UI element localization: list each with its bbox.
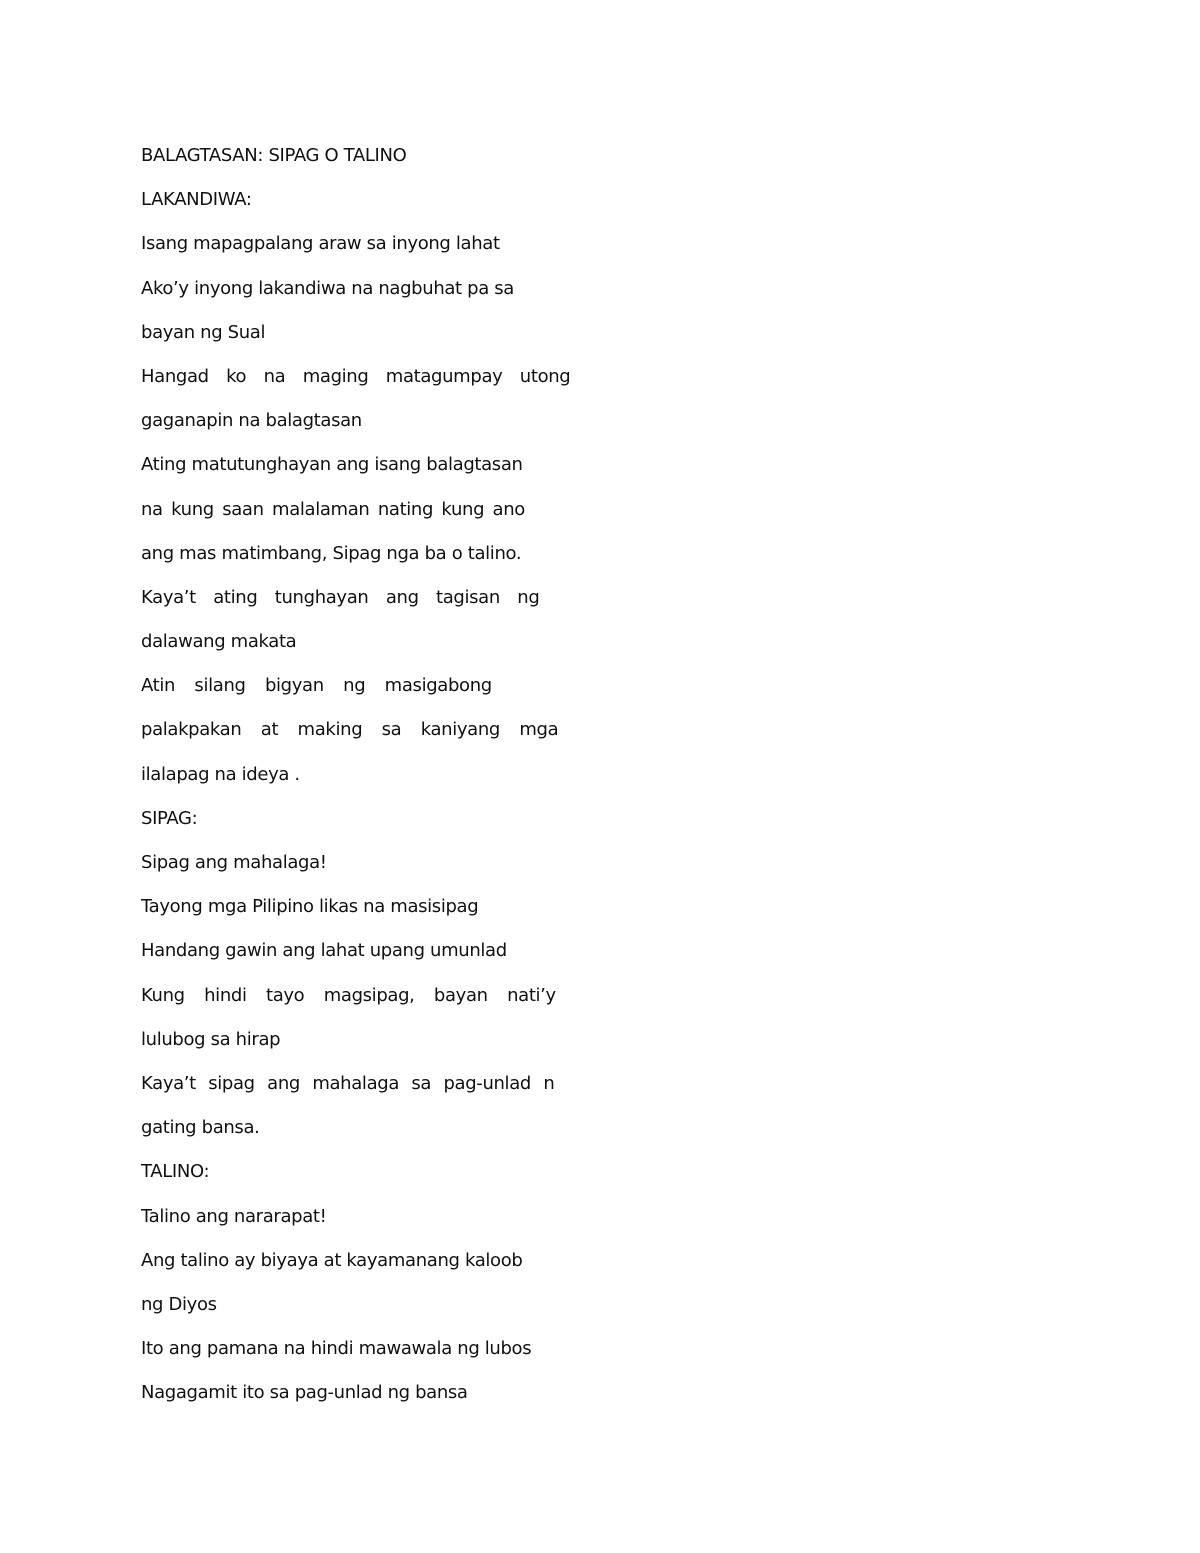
speaker-label-lakandiwa: LAKANDIWA: xyxy=(141,189,252,211)
text-line: ng Diyos xyxy=(141,1293,217,1315)
text-line: bayan ng Sual xyxy=(141,321,266,343)
text-line: na kung saan malalaman nating kung ano xyxy=(141,498,525,520)
text-line: Ito ang pamana na hindi mawawala ng lubos xyxy=(141,1338,532,1360)
text-line: Handang gawin ang lahat upang umunlad xyxy=(141,940,507,962)
text-line: Ako’y inyong lakandiwa na nagbuhat pa sa xyxy=(141,277,514,299)
text-line: Kung hindi tayo magsipag, bayan nati’y xyxy=(141,984,556,1006)
document-title: BALAGTASAN: SIPAG O TALINO xyxy=(141,145,407,166)
text-line: Sipag ang mahalaga! xyxy=(141,852,327,873)
text-line: Nagagamit ito sa pag-unlad ng bansa xyxy=(141,1382,468,1404)
text-line: lulubog sa hirap xyxy=(141,1028,281,1050)
text-line: ang mas matimbang, Sipag nga ba o talino. xyxy=(141,542,522,564)
text-line: Talino ang nararapat! xyxy=(141,1205,327,1227)
text-line: Kaya’t ating tunghayan ang tagisan ng xyxy=(141,586,540,608)
text-line: palakpakan at making sa kaniyang mga xyxy=(141,719,559,741)
speaker-label-sipag: SIPAG: xyxy=(141,807,198,829)
speaker-label-talino: TALINO: xyxy=(141,1161,210,1183)
text-line: Hangad ko na maging matagumpay utong xyxy=(141,365,571,387)
text-line: gaganapin na balagtasan xyxy=(141,410,362,432)
text-line: Isang mapagpalang araw sa inyong lahat xyxy=(141,233,500,255)
document-body xyxy=(141,141,571,1422)
text-line: Kaya’t sipag ang mahalaga sa pag-unlad n xyxy=(141,1072,555,1094)
text-line: Ating matutunghayan ang isang balagtasan xyxy=(141,454,523,476)
text-line: gating bansa. xyxy=(141,1117,260,1139)
text-line: Atin silang bigyan ng masigabong xyxy=(141,675,492,697)
text-line: dalawang makata xyxy=(141,631,297,653)
text-line: Tayong mga Pilipino likas na masisipag xyxy=(141,896,479,918)
text-line: Ang talino ay biyaya at kayamanang kaloob xyxy=(141,1249,523,1271)
text-line: ilalapag na ideya . xyxy=(141,763,300,785)
